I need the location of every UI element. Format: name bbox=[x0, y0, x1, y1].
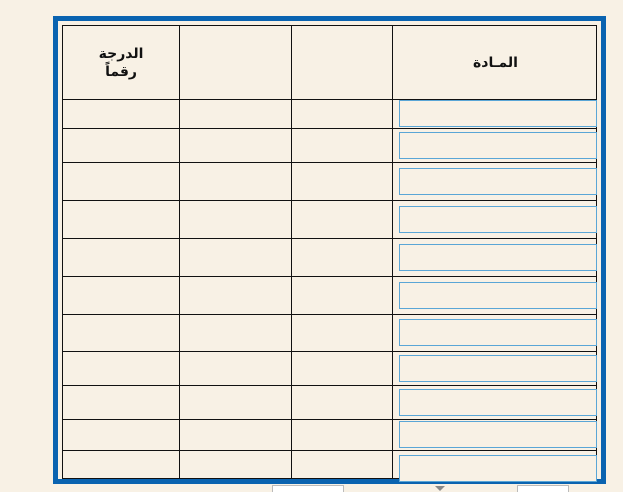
header-grade-line1: الدرجة bbox=[98, 45, 144, 62]
row-divider bbox=[63, 162, 596, 163]
header-empty-1 bbox=[180, 26, 291, 99]
subject-input[interactable] bbox=[399, 421, 597, 448]
row-divider bbox=[63, 314, 596, 315]
subject-input[interactable] bbox=[399, 319, 597, 346]
row-divider bbox=[63, 450, 596, 451]
row-divider bbox=[63, 200, 596, 201]
row-divider bbox=[63, 276, 596, 277]
header-subject: المـادة bbox=[473, 54, 518, 71]
status-bar bbox=[0, 484, 623, 492]
row-divider bbox=[63, 238, 596, 239]
subject-input[interactable] bbox=[399, 100, 597, 127]
subject-input[interactable] bbox=[399, 282, 597, 309]
subject-input[interactable] bbox=[399, 389, 597, 416]
row-divider bbox=[63, 419, 596, 420]
row-divider bbox=[63, 351, 596, 352]
dropdown-arrow-icon[interactable] bbox=[435, 486, 445, 491]
header-grade-numeric bbox=[63, 26, 179, 99]
status-field bbox=[272, 485, 344, 492]
grades-table bbox=[62, 25, 597, 479]
subject-input[interactable] bbox=[399, 132, 597, 159]
subject-input[interactable] bbox=[399, 244, 597, 271]
status-field bbox=[517, 485, 569, 492]
grades-table-frame bbox=[53, 16, 606, 484]
row-divider bbox=[63, 128, 596, 129]
row-divider bbox=[63, 385, 596, 386]
subject-input[interactable] bbox=[399, 455, 597, 482]
subject-input[interactable] bbox=[399, 168, 597, 195]
subject-input[interactable] bbox=[399, 355, 597, 382]
header-empty-2 bbox=[292, 26, 392, 99]
header-grade-line2: رقماً bbox=[105, 63, 137, 80]
subject-input[interactable] bbox=[399, 206, 597, 233]
